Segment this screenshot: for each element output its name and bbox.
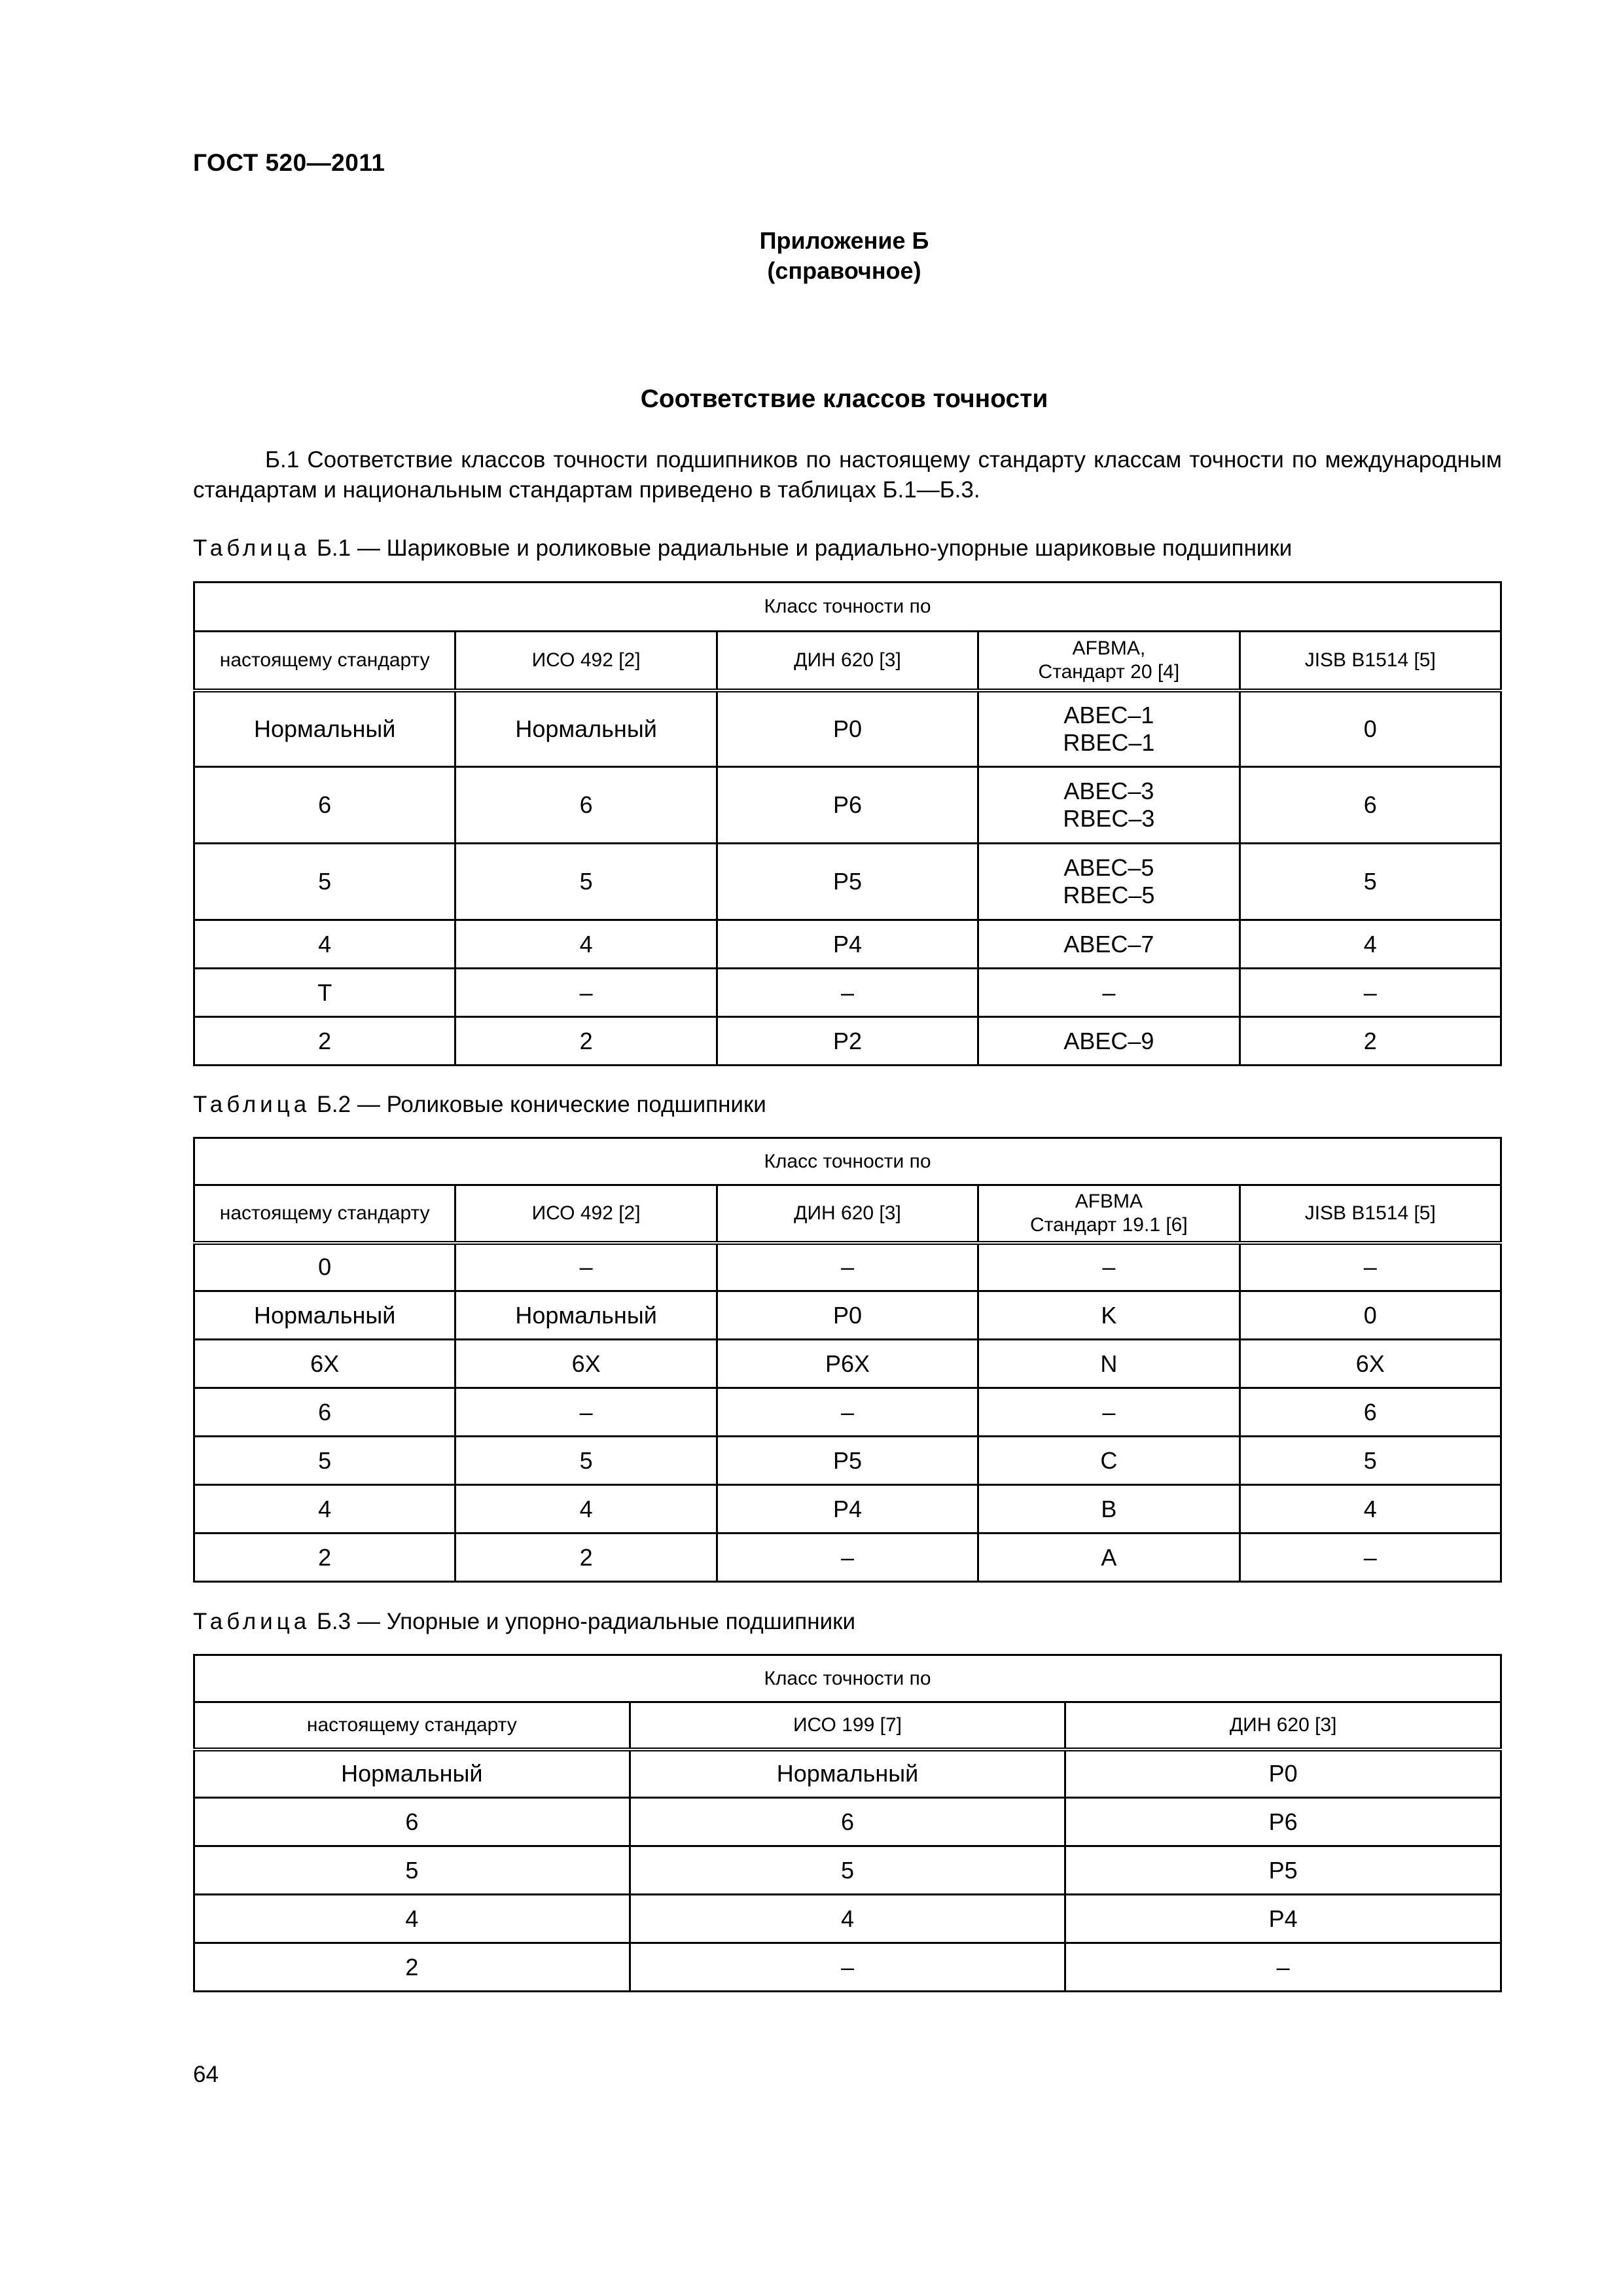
table-cell: 6	[194, 1798, 630, 1846]
table-cell: P0	[717, 1291, 978, 1340]
table-cell: 4	[1240, 920, 1501, 969]
table2-group-header-row	[194, 1138, 1501, 1185]
table-cell	[978, 767, 1240, 844]
appendix-title: Приложение Б	[759, 227, 929, 254]
table-cell: P0	[1065, 1749, 1501, 1798]
table2-col-header-line: Стандарт 19.1 [6]	[1030, 1213, 1188, 1236]
table-cell: –	[630, 1943, 1065, 1992]
table1-col-header: ИСО 492 [2]	[455, 632, 717, 691]
appendix-subtitle: (справочное)	[767, 257, 921, 284]
table2-caption	[193, 1092, 766, 1118]
table-cell: –	[717, 1388, 978, 1437]
table2-col-header: ИСО 492 [2]	[455, 1185, 717, 1243]
table-cell: ABEC–9	[978, 1017, 1240, 1066]
table-cell: –	[1240, 969, 1501, 1017]
cell-line: RBEC–1	[1063, 728, 1155, 756]
table1-col-header-line: Стандарт 20 [4]	[1038, 660, 1180, 683]
table-b2	[193, 1137, 1502, 1583]
table-cell: –	[455, 1243, 717, 1291]
table-cell: –	[717, 969, 978, 1017]
table-cell: –	[717, 1243, 978, 1291]
table-row	[194, 1291, 1501, 1340]
table-cell: 2	[194, 1943, 630, 1992]
table-cell: Нормальный	[194, 691, 455, 767]
table-cell: P5	[717, 1437, 978, 1485]
table-cell: P4	[717, 1485, 978, 1534]
table-row	[194, 1485, 1501, 1534]
table3-caption	[193, 1609, 855, 1635]
table-cell: 0	[1240, 691, 1501, 767]
table-cell: Нормальный	[194, 1291, 455, 1340]
table-cell: 5	[630, 1846, 1065, 1895]
cell-line: ABEC–1	[1063, 701, 1154, 728]
table3-group-header: Класс точности по	[194, 1655, 1501, 1702]
table-cell: 0	[1240, 1291, 1501, 1340]
table-cell: P6	[1065, 1798, 1501, 1846]
table-cell: Нормальный	[194, 1749, 630, 1798]
table-cell: 6X	[455, 1340, 717, 1388]
table-cell: A	[978, 1534, 1240, 1582]
table-cell: 4	[630, 1895, 1065, 1943]
table-cell	[978, 844, 1240, 920]
table3-col-header: настоящему стандарту	[194, 1702, 630, 1749]
section-title: Соответствие классов точности	[640, 385, 1048, 413]
table1-col-header: JISB B1514 [5]	[1240, 632, 1501, 691]
table-cell: 5	[455, 844, 717, 920]
table-cell: C	[978, 1437, 1240, 1485]
table2-col-header-line: AFBMA	[1075, 1190, 1143, 1212]
table1-col-header: ДИН 620 [3]	[717, 632, 978, 691]
table1-columns-row	[194, 632, 1501, 691]
table-cell: 5	[194, 844, 455, 920]
table-row	[194, 1846, 1501, 1895]
table-b1	[193, 581, 1502, 1066]
table-cell: 4	[1240, 1485, 1501, 1534]
table-cell	[978, 691, 1240, 767]
table-cell: K	[978, 1291, 1240, 1340]
table-row	[194, 1388, 1501, 1437]
table-cell: 5	[194, 1437, 455, 1485]
cell-line: ABEC–5	[1063, 854, 1154, 881]
table-cell: 5	[194, 1846, 630, 1895]
table-row	[194, 1895, 1501, 1943]
table1-caption	[193, 535, 1292, 562]
table-cell: –	[978, 1388, 1240, 1437]
table1-col-header	[978, 632, 1240, 691]
table-cell: P4	[1065, 1895, 1501, 1943]
table-cell: P2	[717, 1017, 978, 1066]
table-row	[194, 1534, 1501, 1582]
table-cell: P5	[1065, 1846, 1501, 1895]
table3-caption-word: Таблица	[193, 1609, 311, 1634]
table-cell: Нормальный	[455, 691, 717, 767]
table-row	[194, 920, 1501, 969]
table-cell: 4	[455, 920, 717, 969]
table-cell: 6	[455, 767, 717, 844]
table-row	[194, 1749, 1501, 1798]
intro-paragraph: Б.1 Соответствие классов точности подшипников по настоящему стандарту классам точности по международным стандартам и национальным стандартам приведено в таблицах Б.1—Б.3.	[193, 447, 1502, 503]
standard-code: ГОСТ 520—2011	[193, 149, 385, 176]
table-cell: B	[978, 1485, 1240, 1534]
table1-col-header: настоящему стандарту	[194, 632, 455, 691]
table-cell: ABEC–7	[978, 920, 1240, 969]
table-cell: 4	[455, 1485, 717, 1534]
table-row	[194, 1437, 1501, 1485]
table-cell: 5	[1240, 844, 1501, 920]
table-cell: –	[1065, 1943, 1501, 1992]
table-row	[194, 844, 1501, 920]
table-cell: 5	[455, 1437, 717, 1485]
table-cell: 2	[1240, 1017, 1501, 1066]
cell-line: ABEC–3	[1063, 778, 1154, 804]
table-cell: –	[717, 1534, 978, 1582]
table-cell: P4	[717, 920, 978, 969]
table-cell: –	[1240, 1534, 1501, 1582]
table-cell: 0	[194, 1243, 455, 1291]
table1-group-header-row	[194, 583, 1501, 632]
table-cell: Нормальный	[630, 1749, 1065, 1798]
table3-col-header: ДИН 620 [3]	[1065, 1702, 1501, 1749]
table-cell: 2	[194, 1017, 455, 1066]
table3-columns-row	[194, 1702, 1501, 1749]
table2-col-header: настоящему стандарту	[194, 1185, 455, 1243]
table3-col-header: ИСО 199 [7]	[630, 1702, 1065, 1749]
table-cell: 2	[194, 1534, 455, 1582]
table-b3	[193, 1654, 1502, 1992]
table-cell: P5	[717, 844, 978, 920]
table2-columns-row	[194, 1185, 1501, 1243]
table1-caption-text: Б.1 — Шариковые и роликовые радиальные и радиально-упорные шариковые подшипники	[310, 535, 1293, 561]
table-cell: 6X	[194, 1340, 455, 1388]
table-row	[194, 1017, 1501, 1066]
table-cell: N	[978, 1340, 1240, 1388]
table-cell: P6	[717, 767, 978, 844]
table-cell: 6	[1240, 1388, 1501, 1437]
table-row	[194, 1243, 1501, 1291]
table2-caption-word: Таблица	[193, 1092, 311, 1117]
table-row	[194, 969, 1501, 1017]
table-row	[194, 1943, 1501, 1992]
table2-col-header: ДИН 620 [3]	[717, 1185, 978, 1243]
table-cell: –	[978, 1243, 1240, 1291]
table2-group-header: Класс точности по	[194, 1138, 1501, 1185]
page-number: 64	[193, 2062, 219, 2087]
table2-col-header	[978, 1185, 1240, 1243]
table-row	[194, 691, 1501, 767]
table2-caption-text: Б.2 — Роликовые конические подшипники	[310, 1092, 766, 1117]
table2-col-header: JISB B1514 [5]	[1240, 1185, 1501, 1243]
table3-group-header-row	[194, 1655, 1501, 1702]
cell-line: RBEC–3	[1063, 805, 1155, 832]
table-cell: P0	[717, 691, 978, 767]
table-cell: 4	[194, 1485, 455, 1534]
table-cell: 4	[194, 1895, 630, 1943]
table-cell: P6X	[717, 1340, 978, 1388]
table-cell: 6	[630, 1798, 1065, 1846]
table-row	[194, 1798, 1501, 1846]
table-cell: 5	[1240, 1437, 1501, 1485]
table-row	[194, 767, 1501, 844]
table-cell: 4	[194, 920, 455, 969]
table-cell: 6	[194, 1388, 455, 1437]
table1-caption-word: Таблица	[193, 535, 311, 561]
table-cell: –	[978, 969, 1240, 1017]
table-cell: 6X	[1240, 1340, 1501, 1388]
table-cell: –	[455, 1388, 717, 1437]
table-cell: 6	[1240, 767, 1501, 844]
table1-col-header-line: AFBMA,	[1072, 637, 1146, 659]
table-cell: Нормальный	[455, 1291, 717, 1340]
cell-line: RBEC–5	[1063, 882, 1155, 908]
table-cell: 6	[194, 767, 455, 844]
table-cell: T	[194, 969, 455, 1017]
table-cell: –	[1240, 1243, 1501, 1291]
table-cell: 2	[455, 1534, 717, 1582]
appendix-heading	[0, 226, 1623, 286]
table3-caption-text: Б.3 — Упорные и упорно-радиальные подшипники	[310, 1609, 855, 1634]
table1-group-header: Класс точности по	[194, 583, 1501, 632]
table-cell: 2	[455, 1017, 717, 1066]
table-row	[194, 1340, 1501, 1388]
table-cell: –	[455, 969, 717, 1017]
